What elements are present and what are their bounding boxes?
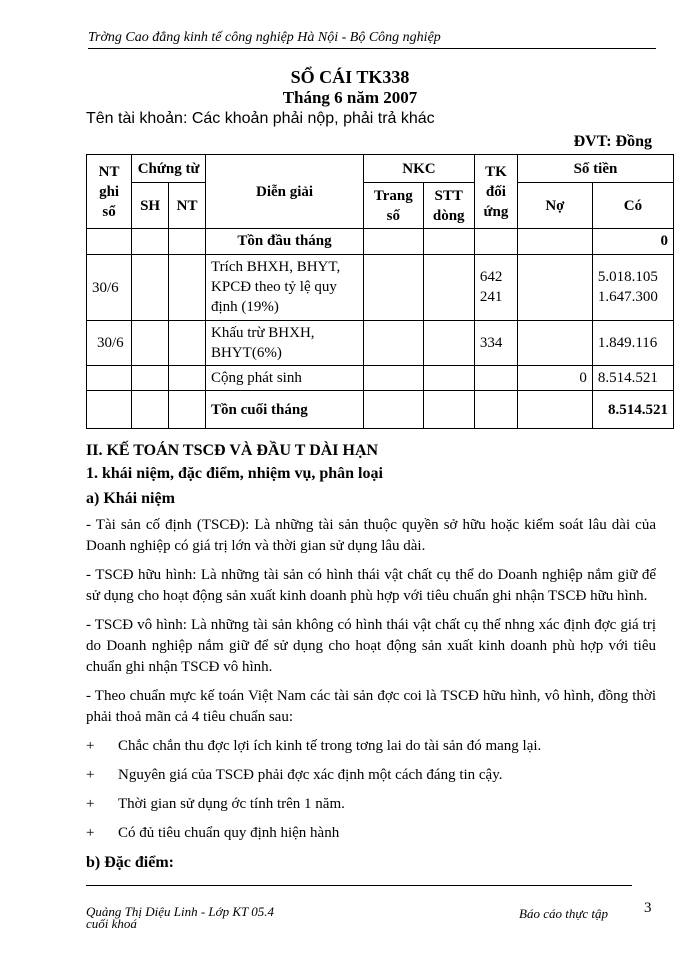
col-nt-ghi-so: NT ghi sổ: [87, 155, 132, 229]
ledger-title: SỔ CÁI TK338: [290, 67, 410, 87]
body-section: [86, 515, 656, 873]
page-header: Trờng Cao đẳng kinh tế công nghiệp Hà Nội - Bộ Công nghiệp: [88, 30, 656, 49]
paragraph: - Tài sản cố định (TSCĐ): Là những tài sản thuộc quyền sở hữu hoặc kiểm soát lâu dài của Doanh nghiệp có giá trị lớn và thời gian sử dụng lâu dài.: [86, 517, 656, 554]
paragraph: - TSCĐ hữu hình: Là những tài sản có hình thái vật chất cụ thể do Doanh nghiệp nắm giữ để sử dụng cho hoạt động sản xuất kinh doanh phù hợp với tiêu chuẩn ghi nhận TSCĐ hữu hình.: [86, 567, 656, 604]
criteria-item: + Chắc chắn thu đợc lợi ích kinh tế trong tơng lai do tài sản đó mang lại.: [86, 738, 542, 754]
page-number: 3: [644, 900, 652, 916]
section-heading-ii: II. KẾ TOÁN TSCĐ VÀ ĐẦU T DÀI HẠN: [86, 442, 379, 459]
ledger-period: Tháng 6 năm 2007: [282, 88, 418, 107]
footer-report-label: Báo cáo thực tập: [519, 906, 609, 921]
section-heading-b: b) Đặc điểm:: [86, 854, 174, 871]
col-chung-tu: Chứng từ: [132, 155, 206, 183]
section-heading-1: 1. khái niệm, đặc điểm, nhiệm vụ, phân loại: [86, 465, 383, 482]
col-no: Nợ: [517, 183, 592, 229]
col-co: Có: [592, 183, 673, 229]
criteria-item: + Thời gian sử dụng ớc tính trên 1 năm.: [86, 796, 345, 812]
table-row: 30/6 Khấu trừ BHXH, BHYT(6%) 334 1.849.116: [87, 321, 674, 366]
criteria-item: + Nguyên giá của TSCĐ phải đợc xác định một cách đáng tin cậy.: [86, 767, 503, 783]
paragraph: - Theo chuẩn mực kế toán Việt Nam các tài sản đợc coi là TSCĐ hữu hình, vô hình, đồng thời phải thoả mãn cả 4 tiêu chuẩn sau:: [86, 688, 656, 725]
table-row: Tồn đầu tháng 0: [87, 229, 674, 255]
col-so-tien: Số tiền: [517, 155, 673, 183]
criteria-item: + Có đủ tiêu chuẩn quy định hiện hành: [86, 825, 340, 841]
col-sh: SH: [132, 183, 169, 229]
ledger-table: [86, 154, 674, 429]
table-row: 30/6 Trích BHXH, BHYT, KPCĐ theo tỷ lệ quy định (19%) 642 241 5.018.105 1.647.300: [87, 255, 674, 321]
paragraph: - TSCĐ vô hình: Là những tài sản không có hình thái vật chất cụ thể nhng xác định đợc giá trị do Doanh nghiệp nắm giữ để sử dụng cho hoạt động sản xuất kinh doanh phù hợp với tiêu chuẩn ghi nhận TSCĐ vô hình.: [86, 617, 656, 675]
col-nt: NT: [169, 183, 206, 229]
col-dien-giai: Diễn giải: [206, 155, 364, 229]
account-name: Tên tài khoản: Các khoản phải nộp, phải trả khác: [86, 110, 435, 127]
col-nkc: NKC: [364, 155, 475, 183]
table-row: Tồn cuối tháng 8.514.521: [87, 391, 674, 429]
col-trang-so: Trang số: [364, 183, 424, 229]
section-heading-a: a) Khái niệm: [86, 490, 175, 507]
footer-rule: [86, 885, 632, 886]
col-stt-dong: STT dòng: [423, 183, 474, 229]
table-row: Cộng phát sinh 0 8.514.521: [87, 366, 674, 391]
footer-author: Quảng Thị Diệu Linh - Lớp KT 05.4 cuối khoá: [86, 904, 275, 931]
currency-unit: ĐVT: Đồng: [573, 133, 652, 150]
col-tk-doi-ung: TK đối ứng: [474, 155, 517, 229]
